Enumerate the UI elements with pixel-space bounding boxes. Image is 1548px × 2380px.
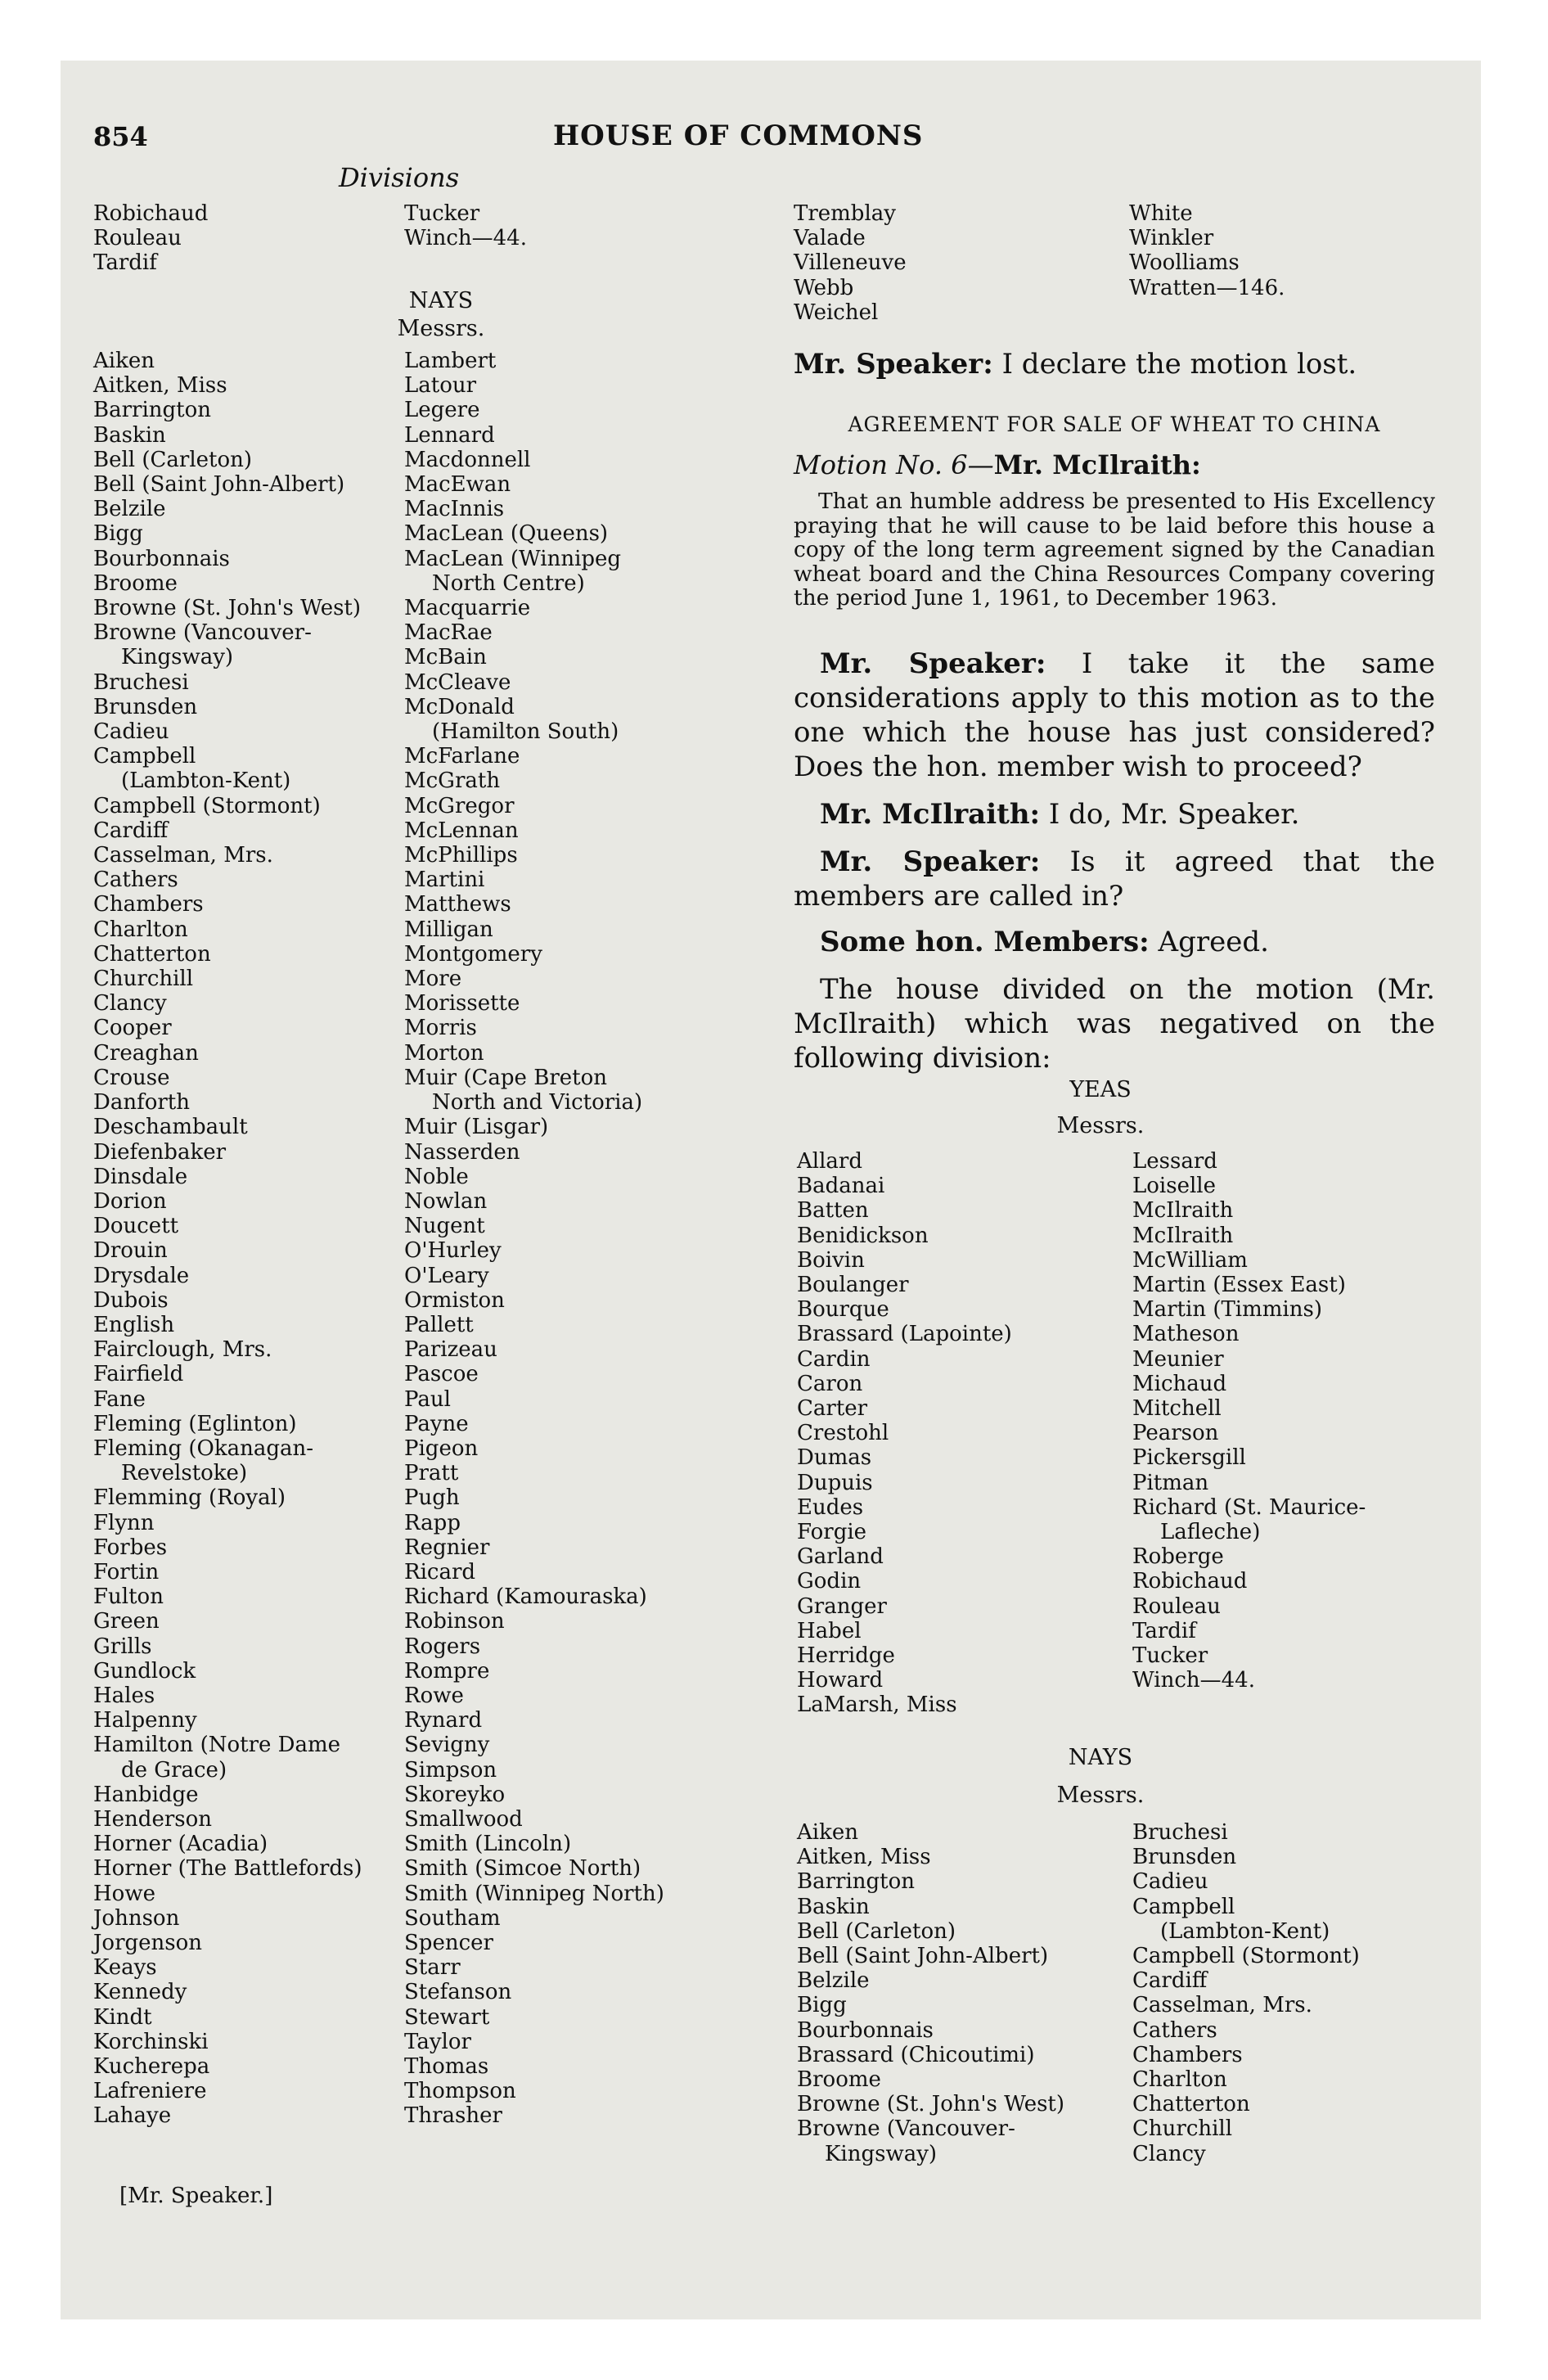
member-name: Stefanson	[404, 1980, 512, 2005]
member-name: Boivin	[797, 1247, 865, 1273]
exchange-1-speaker: Mr. Speaker:	[820, 647, 1046, 680]
member-name: Browne (St. John's West)	[797, 2092, 1065, 2117]
member-name: Pickersgill	[1132, 1445, 1246, 1471]
member-name: Rouleau	[93, 226, 182, 251]
member-name: MacEwan	[404, 472, 511, 498]
member-name: Caron	[797, 1371, 863, 1396]
member-name: Stewart	[404, 2004, 490, 2030]
motion-number: Motion No. 6—	[794, 449, 994, 480]
member-name: Belzile	[93, 497, 166, 522]
member-name: Nowlan	[404, 1188, 488, 1214]
right-nays-messrs: Messrs.	[1056, 1783, 1145, 1808]
member-name: Ricard	[404, 1559, 476, 1584]
member-name: Payne	[404, 1411, 469, 1436]
member-name: (Lambton-Kent)	[1160, 1918, 1330, 1944]
division-paragraph: The house divided on the motion (Mr. McIlraith) which was negatived on the following division:	[794, 973, 1435, 1075]
member-name: Hamilton (Notre Dame	[93, 1733, 341, 1758]
member-name: Tucker	[1132, 1643, 1208, 1669]
member-name: Browne (St. John's West)	[93, 596, 362, 621]
section-title: AGREEMENT FOR SALE OF WHEAT TO CHINA	[848, 412, 1381, 436]
member-name: Robichaud	[1132, 1569, 1248, 1594]
member-name: Robichaud	[93, 201, 209, 226]
member-name: Thomas	[404, 2054, 489, 2080]
member-name: Lafreniere	[93, 2079, 207, 2104]
member-name: Brassard (Chicoutimi)	[797, 2042, 1035, 2067]
member-name: Cardiff	[1132, 1968, 1208, 1994]
member-name: Roberge	[1132, 1544, 1224, 1570]
member-name: Diefenbaker	[93, 1139, 227, 1165]
member-name: Henderson	[93, 1806, 213, 1832]
member-name: Latour	[404, 373, 477, 399]
member-name: Belzile	[797, 1968, 870, 1994]
member-name: Starr	[404, 1955, 461, 1981]
left-nays-col1	[93, 349, 362, 2129]
member-name: North and Victoria)	[432, 1090, 643, 1116]
member-name: Martini	[404, 868, 485, 893]
exchange-speaker-3	[794, 845, 1435, 913]
member-name: Noble	[404, 1164, 469, 1189]
member-name: Casselman, Mrs.	[1132, 1993, 1312, 2018]
member-name: Revelstoke)	[121, 1461, 248, 1486]
right-yeas-col1	[797, 1149, 1012, 1718]
member-name: McLennan	[404, 818, 519, 843]
right-nays-col1	[797, 1820, 1064, 2166]
member-name: Clancy	[1132, 2141, 1206, 2166]
member-name: Macdonnell	[404, 447, 531, 472]
speaker-name: Mr. Speaker:	[794, 348, 993, 381]
member-name: Chambers	[93, 892, 204, 917]
member-name: Pearson	[1132, 1421, 1219, 1446]
member-name: Rapp	[404, 1510, 461, 1535]
exchange-4-text: Agreed.	[1158, 926, 1269, 958]
member-name: McIlraith	[1132, 1198, 1234, 1224]
member-name: Howard	[797, 1668, 884, 1693]
member-name: Herridge	[797, 1643, 895, 1669]
member-name: Lahaye	[93, 2103, 172, 2129]
member-name: Drysdale	[93, 1263, 190, 1288]
member-name: Fleming (Eglinton)	[93, 1411, 297, 1436]
member-name: Campbell	[93, 744, 196, 769]
member-name: Horner (The Battlefords)	[93, 1856, 362, 1882]
member-name: Pigeon	[404, 1436, 479, 1461]
member-name: Martin (Timmins)	[1132, 1297, 1322, 1323]
member-name: Valade	[794, 226, 866, 251]
member-name: Pugh	[404, 1485, 460, 1511]
member-name: Lessard	[1132, 1149, 1217, 1174]
member-name: Clancy	[93, 991, 167, 1016]
member-name: Meunier	[1132, 1346, 1224, 1372]
member-name: Lafleche)	[1160, 1520, 1261, 1545]
member-name: Woolliams	[1129, 250, 1240, 276]
exchange-speaker-2	[794, 797, 1435, 832]
document-page	[61, 61, 1481, 2319]
member-name: Montgomery	[404, 941, 542, 967]
right-yeas-col2	[1132, 1149, 1366, 1693]
member-name: Bell (Carleton)	[93, 447, 253, 472]
member-name: Matheson	[1132, 1322, 1240, 1347]
member-name: Kingsway)	[825, 2141, 938, 2166]
member-name: North Centre)	[432, 570, 585, 596]
member-name: O'Leary	[404, 1263, 489, 1288]
member-name: Kennedy	[93, 1980, 187, 2005]
member-name: Lambert	[404, 349, 497, 373]
member-name: Cardin	[797, 1346, 871, 1372]
member-name: Brunsden	[93, 694, 198, 719]
exchange-members	[794, 925, 1435, 959]
page-header-title: HOUSE OF COMMONS	[553, 119, 924, 152]
member-name: MacRae	[404, 620, 493, 646]
member-name: Morissette	[404, 991, 520, 1016]
member-name: Richard (Kamouraska)	[404, 1584, 647, 1610]
exchange-4-speaker: Some hon. Members:	[820, 926, 1150, 958]
member-name: Churchill	[1132, 2116, 1233, 2142]
member-name: Rowe	[404, 1683, 464, 1708]
member-name: Green	[93, 1609, 160, 1634]
member-name: Garland	[797, 1544, 884, 1570]
member-name: Kingsway)	[121, 645, 234, 670]
member-name: McIlraith	[1132, 1223, 1234, 1248]
right-yeas-tail-col2	[1129, 201, 1285, 300]
right-yeas-heading: YEAS	[1069, 1077, 1132, 1102]
exchange-2-speaker: Mr. McIlraith:	[820, 798, 1041, 831]
member-name: MacLean (Winnipeg	[404, 546, 622, 571]
left-messrs-label: Messrs.	[397, 316, 485, 341]
member-name: Aiken	[797, 1820, 858, 1845]
member-name: Morris	[404, 1016, 477, 1041]
motion-mover: Mr. McIlraith:	[993, 449, 1201, 480]
member-name: Smith (Winnipeg North)	[404, 1881, 664, 1906]
member-name: Martin (Essex East)	[1132, 1273, 1346, 1298]
right-nays-heading: NAYS	[1068, 1745, 1133, 1770]
member-name: Paul	[404, 1386, 451, 1412]
member-name: Brassard (Lapointe)	[797, 1322, 1012, 1347]
member-name: Rompre	[404, 1658, 490, 1684]
member-name: Barrington	[93, 398, 212, 423]
member-name: Rynard	[404, 1708, 483, 1733]
member-name: Fairclough, Mrs.	[93, 1337, 272, 1363]
member-name: Halpenny	[93, 1708, 197, 1733]
member-name: Pratt	[404, 1461, 459, 1486]
member-name: Muir (Lisgar)	[404, 1115, 549, 1140]
exchange-1-text: I take it the same considerations apply to this motion as to the one which the house has just considered? Does the hon. member wish to proceed?	[794, 647, 1436, 783]
member-name: McBain	[404, 645, 487, 670]
member-name: Cooper	[93, 1016, 172, 1041]
member-name: Winkler	[1129, 226, 1214, 251]
member-name: Weichel	[794, 300, 879, 325]
member-name: Milligan	[404, 917, 493, 942]
member-name: Aitken, Miss	[93, 373, 227, 399]
member-name: Fairfield	[93, 1362, 184, 1387]
member-name: Lennard	[404, 422, 495, 448]
member-name: Bruchesi	[93, 669, 189, 695]
member-name: Skoreyko	[404, 1782, 506, 1807]
member-name: Bell (Saint John-Albert)	[797, 1944, 1049, 1969]
member-name: Browne (Vancouver-	[93, 620, 312, 646]
member-name: Pitman	[1132, 1470, 1209, 1495]
member-name: Howe	[93, 1881, 155, 1906]
exchange-3-text: Is it agreed that the members are called in?	[794, 845, 1435, 913]
member-name: Sevigny	[404, 1733, 490, 1758]
member-name: Michaud	[1132, 1371, 1227, 1396]
member-name: Aiken	[93, 349, 155, 373]
member-name: Bourbonnais	[93, 546, 230, 571]
right-nays-col2	[1132, 1820, 1360, 2166]
member-name: Fortin	[93, 1559, 160, 1584]
member-name: Bell (Carleton)	[797, 1918, 956, 1944]
member-name: Creaghan	[93, 1040, 199, 1066]
member-name: Aitken, Miss	[797, 1845, 931, 1870]
member-name: Bigg	[797, 1993, 847, 2018]
member-name: Fleming (Okanagan-	[93, 1436, 314, 1461]
member-name: Cardiff	[93, 818, 169, 843]
member-name: Chambers	[1132, 2042, 1243, 2067]
member-name: Habel	[797, 1618, 862, 1643]
member-name: McCleave	[404, 669, 511, 695]
member-name: Tardif	[1132, 1618, 1196, 1643]
member-name: Dupuis	[797, 1470, 873, 1495]
member-name: Cathers	[93, 868, 178, 893]
page-number: 854	[93, 121, 148, 152]
member-name: Villeneuve	[794, 250, 907, 276]
member-name: Ormiston	[404, 1287, 505, 1313]
member-name: Flemming (Royal)	[93, 1485, 286, 1511]
motion-heading	[794, 449, 1435, 480]
member-name: Macquarrie	[404, 596, 531, 621]
member-name: Winch—44.	[1132, 1668, 1255, 1693]
member-name: Jorgenson	[93, 1931, 203, 1955]
member-name: McWilliam	[1132, 1247, 1248, 1273]
member-name: Charlton	[93, 917, 188, 942]
exchange-speaker-1	[794, 647, 1435, 784]
member-name: Baskin	[797, 1894, 870, 1919]
member-name: Robinson	[404, 1609, 505, 1634]
member-name: Deschambault	[93, 1115, 248, 1140]
member-name: Kucherepa	[93, 2054, 210, 2080]
member-name: Parizeau	[404, 1337, 497, 1363]
member-name: Muir (Cape Breton	[404, 1065, 607, 1090]
member-name: Pascoe	[404, 1362, 479, 1387]
member-name: (Lambton-Kent)	[121, 769, 291, 794]
member-name: Baskin	[93, 422, 166, 448]
left-nays-heading: NAYS	[408, 288, 474, 313]
member-name: Bourbonnais	[797, 2017, 934, 2043]
member-name: Forbes	[93, 1535, 168, 1560]
member-name: Campbell	[1132, 1894, 1235, 1919]
member-name: Korchinski	[93, 2029, 209, 2054]
member-name: Browne (Vancouver-	[797, 2116, 1015, 2142]
member-name: Winch—44.	[404, 226, 527, 251]
member-name: Johnson	[93, 1905, 180, 1931]
member-name: Taylor	[404, 2029, 471, 2054]
member-name: Broome	[797, 2067, 881, 2093]
member-name: Barrington	[797, 1869, 916, 1895]
member-name: Morton	[404, 1040, 484, 1066]
member-name: White	[1129, 201, 1193, 226]
member-name: Boulanger	[797, 1273, 909, 1298]
member-name: Badanai	[797, 1174, 885, 1199]
member-name: Allard	[797, 1149, 862, 1174]
member-name: Broome	[93, 570, 178, 596]
member-name: Pallett	[404, 1312, 474, 1337]
member-name: Chatterton	[1132, 2092, 1250, 2117]
member-name: Flynn	[93, 1510, 155, 1535]
right-yeas-tail-col1	[794, 201, 907, 325]
member-name: Grills	[93, 1634, 152, 1659]
member-name: Campbell (Stormont)	[93, 793, 321, 818]
member-name: Dubois	[93, 1287, 169, 1313]
member-name: Churchill	[93, 967, 194, 992]
left-yeas-tail-col2	[404, 201, 527, 250]
left-footer-speaker: [Mr. Speaker.]	[119, 2184, 273, 2208]
member-name: Batten	[797, 1198, 869, 1224]
member-name: Dumas	[797, 1445, 872, 1471]
member-name: More	[404, 967, 462, 992]
member-name: Mitchell	[1132, 1396, 1222, 1422]
member-name: Smith (Lincoln)	[404, 1832, 572, 1857]
member-name: (Hamilton South)	[432, 719, 619, 745]
left-nays-col2	[404, 349, 664, 2129]
member-name: MacInnis	[404, 497, 505, 522]
member-name: MacLean (Queens)	[404, 521, 609, 547]
member-name: Campbell (Stormont)	[1132, 1944, 1360, 1969]
member-name: Godin	[797, 1569, 862, 1594]
member-name: Smallwood	[404, 1806, 523, 1832]
member-name: Brunsden	[1132, 1845, 1237, 1870]
member-name: Kindt	[93, 2004, 152, 2030]
member-name: McGregor	[404, 793, 515, 818]
member-name: Legere	[404, 398, 480, 423]
member-name: Tardif	[93, 250, 157, 276]
member-name: Bourque	[797, 1297, 889, 1323]
member-name: Nugent	[404, 1214, 485, 1239]
motion-text: That an humble address be presented to His Excellency praying that he will cause to be laid before this house a copy of the long term agreement signed by the Canadian wheat board and the China Resources Company covering the period June 1, 1961, to December 1963.	[794, 489, 1435, 611]
member-name: Tremblay	[794, 201, 896, 226]
member-name: Richard (St. Maurice-	[1132, 1494, 1366, 1520]
member-name: Granger	[797, 1593, 887, 1619]
member-name: Danforth	[93, 1090, 190, 1116]
member-name: Doucett	[93, 1214, 179, 1239]
member-name: Matthews	[404, 892, 511, 917]
speaker-motion-lost	[794, 347, 1435, 381]
member-name: Rouleau	[1132, 1593, 1221, 1619]
member-name: Bell (Saint John-Albert)	[93, 472, 345, 498]
member-name: Thompson	[404, 2079, 516, 2104]
member-name: McFarlane	[404, 744, 520, 769]
member-name: Chatterton	[93, 941, 211, 967]
member-name: Bigg	[93, 521, 143, 547]
member-name: O'Hurley	[404, 1238, 502, 1264]
member-name: Nasserden	[404, 1139, 520, 1165]
speaker-statement: I declare the motion lost.	[1001, 348, 1357, 381]
member-name: Crouse	[93, 1065, 170, 1090]
member-name: Loiselle	[1132, 1174, 1216, 1199]
member-name: Hanbidge	[93, 1782, 199, 1807]
member-name: Wratten—146.	[1129, 275, 1285, 300]
member-name: Rogers	[404, 1634, 481, 1659]
exchange-3-speaker: Mr. Speaker:	[820, 845, 1041, 878]
member-name: Fane	[93, 1386, 146, 1412]
left-yeas-tail-col1	[93, 201, 208, 276]
member-name: Charlton	[1132, 2067, 1227, 2093]
member-name: McPhillips	[404, 843, 518, 868]
member-name: Horner (Acadia)	[93, 1832, 268, 1857]
member-name: McGrath	[404, 769, 501, 794]
member-name: Cadieu	[93, 719, 169, 745]
member-name: Cadieu	[1132, 1869, 1208, 1895]
member-name: Keays	[93, 1955, 157, 1981]
member-name: Spencer	[404, 1931, 493, 1955]
member-name: Southam	[404, 1905, 501, 1931]
member-name: Webb	[794, 275, 854, 300]
page-subtitle: Divisions	[339, 162, 460, 193]
member-name: McDonald	[404, 694, 515, 719]
member-name: Simpson	[404, 1757, 497, 1783]
member-name: Regnier	[404, 1535, 490, 1560]
member-name: Fulton	[93, 1584, 164, 1610]
member-name: Thrasher	[404, 2103, 502, 2129]
member-name: Cathers	[1132, 2017, 1217, 2043]
member-name: Eudes	[797, 1494, 864, 1520]
member-name: Benidickson	[797, 1223, 929, 1248]
member-name: de Grace)	[121, 1757, 227, 1783]
member-name: Carter	[797, 1396, 868, 1422]
member-name: Smith (Simcoe North)	[404, 1856, 641, 1882]
exchange-2-text: I do, Mr. Speaker.	[1048, 798, 1300, 831]
member-name: Gundlock	[93, 1658, 196, 1684]
member-name: Tucker	[404, 201, 480, 226]
member-name: Dorion	[93, 1188, 167, 1214]
member-name: Casselman, Mrs.	[93, 843, 273, 868]
member-name: LaMarsh, Miss	[797, 1693, 957, 1718]
member-name: Drouin	[93, 1238, 168, 1264]
member-name: Crestohl	[797, 1421, 889, 1446]
member-name: Bruchesi	[1132, 1820, 1228, 1845]
right-yeas-messrs: Messrs.	[1056, 1113, 1145, 1138]
member-name: English	[93, 1312, 175, 1337]
member-name: Hales	[93, 1683, 155, 1708]
member-name: Forgie	[797, 1520, 867, 1545]
member-name: Dinsdale	[93, 1164, 188, 1189]
